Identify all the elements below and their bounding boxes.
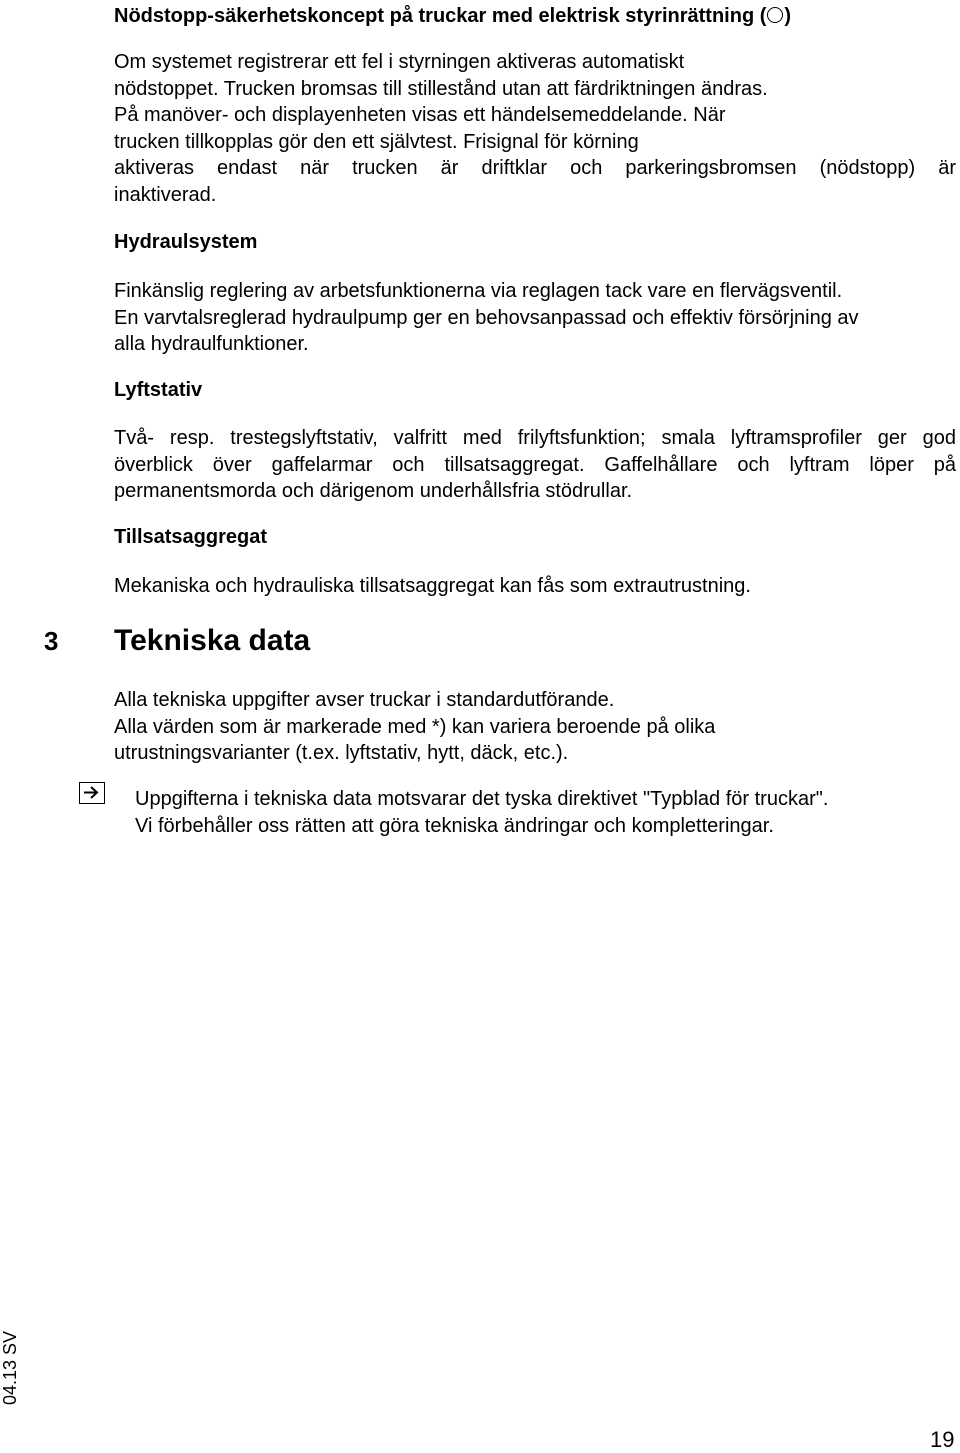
section-heading-emergency-stop	[114, 4, 791, 28]
page-number: 19	[930, 1427, 955, 1452]
paragraph-line: trucken tillkopplas gör den ett självtest. Frisignal för körning	[114, 130, 639, 153]
circle-icon	[767, 7, 783, 23]
arrow-right-icon-glyph	[80, 783, 103, 802]
attachments-paragraph	[114, 573, 956, 600]
paragraph-line: permanentsmorda och därigenom underhållsfria stödrullar.	[114, 480, 633, 502]
paragraph-line: Vi förbehåller oss rätten att göra tekniska ändringar och kompletteringar.	[135, 814, 774, 837]
arrow-right-icon	[79, 782, 105, 804]
emergency-stop-paragraph	[114, 49, 956, 208]
paragraph-line: Två- resp. trestegslyftstativ, valfritt med frilyftsfunktion; smala lyftramsprofiler ger god	[114, 427, 956, 449]
paragraph-line: överblick över gaffelarmar och tillsatsaggregat. Gaffelhållare och lyftram löper på	[114, 453, 956, 476]
chapter-paragraph	[114, 687, 956, 767]
emergency-stop-title-prefix: Nödstopp-säkerhetskoncept på truckar med elektrisk styrinrättning (	[114, 5, 767, 27]
chapter-number: 3	[44, 626, 59, 656]
paragraph-line: aktiveras endast när trucken är driftklar och parkeringsbromsen (nödstopp) är	[114, 157, 956, 179]
paragraph-line: Finkänslig reglering av arbetsfunktionerna via reglagen tack vare en flervägsventil.	[114, 280, 843, 302]
paragraph-line: utrustningsvarianter (t.ex. lyftstativ, hytt, däck, etc.).	[114, 742, 569, 764]
paragraph-line: På manöver- och displayenheten visas ett händelsemeddelande. När	[114, 104, 726, 126]
note-paragraph	[135, 786, 955, 839]
paragraph-line: nödstoppet. Trucken bromsas till stillestånd utan att färdriktningen ändras.	[114, 77, 768, 100]
section-heading-mast: Lyftstativ	[114, 379, 203, 401]
paragraph-line: Mekaniska och hydrauliska tillsatsaggregat kan fås som extrautrustning.	[114, 575, 751, 597]
paragraph-line: Om systemet registrerar ett fel i styrningen aktiveras automatiskt	[114, 51, 685, 73]
paragraph-line: inaktiverad.	[114, 183, 217, 206]
mast-paragraph	[114, 425, 956, 505]
paragraph-line: Alla värden som är markerade med *) kan variera beroende på olika	[114, 715, 716, 738]
section-heading-attachments: Tillsatsaggregat	[114, 526, 268, 548]
paragraph-line: Uppgifterna i tekniska data motsvarar det tyska direktivet "Typblad för truckar".	[135, 788, 829, 810]
paragraph-line: En varvtalsreglerad hydraulpump ger en behovsanpassad och effektiv försörjning av	[114, 306, 859, 329]
emergency-stop-title-suffix: )	[784, 5, 792, 27]
chapter-title: Tekniska data	[114, 624, 311, 657]
paragraph-line: Alla tekniska uppgifter avser truckar i standardutförande.	[114, 689, 615, 711]
section-heading-hydraulics: Hydraulsystem	[114, 231, 258, 253]
paragraph-line: alla hydraulfunktioner.	[114, 333, 309, 355]
edition-code: 04.13 SV	[0, 1330, 20, 1405]
hydraulics-paragraph	[114, 278, 956, 358]
